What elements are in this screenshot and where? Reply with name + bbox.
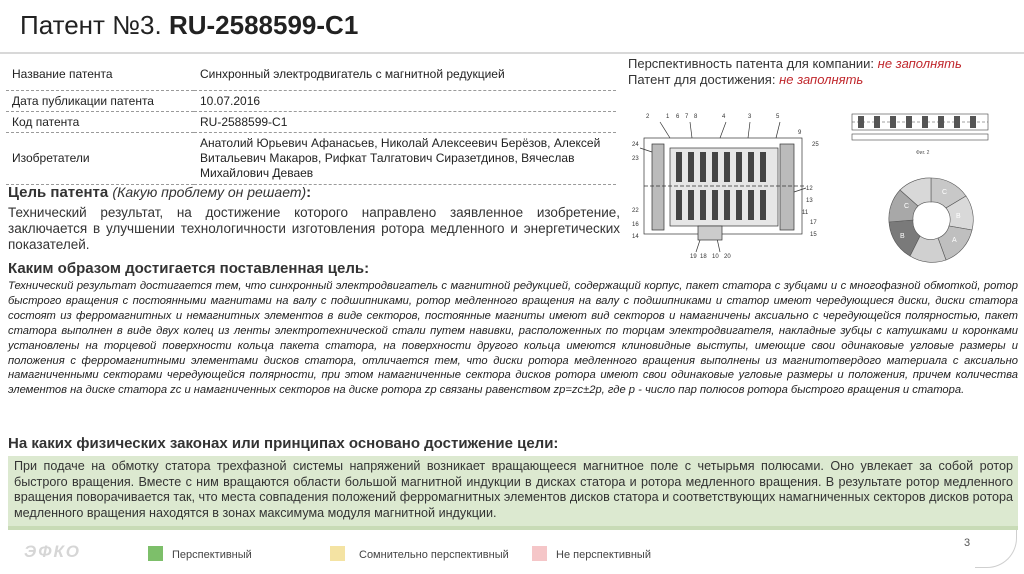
page-corner-decoration: [975, 530, 1017, 568]
drawing-label: 14: [632, 234, 639, 240]
disk-sector-label: A: [952, 237, 957, 244]
table-row: [6, 132, 616, 184]
section-drawing: [846, 108, 996, 168]
drawing-label: 7: [685, 114, 689, 120]
row-value: Синхронный электродвигатель с магнитной редукцией: [194, 58, 616, 90]
drawing-label: 3: [748, 114, 752, 120]
table-row: [6, 58, 616, 90]
patent-number-title: RU-2588599-C1: [168, 10, 359, 40]
perspective-field: [628, 56, 996, 71]
sectored-disk-drawing: [876, 174, 986, 266]
drawing-label: 13: [806, 198, 813, 204]
page-number: 3: [964, 537, 971, 549]
row-label: Название патента: [6, 58, 194, 90]
table-row: [6, 90, 616, 111]
goal-heading: [8, 184, 311, 201]
goal-text: Технический результат, на достижение которого направлено заявленное изобретение, заключается в улучшении технологичности изготовления ротора медленного и энергетических показателей.: [8, 205, 620, 252]
assessment-panel: [628, 56, 996, 88]
row-value: RU-2588599-C1: [194, 111, 616, 132]
achievement-field: [628, 72, 996, 88]
disk-sector-label: B: [956, 213, 961, 220]
disk-sector-label: C: [904, 203, 910, 210]
method-heading: Каким образом достигается поставленная цель:: [8, 260, 370, 277]
title-divider: [0, 52, 1024, 54]
physics-text: При подаче на обмотку статора трехфазной системы напряжений возникает вращающееся магнитное поле с четырьмя полюсами. Оно увлекает за собой ротор быстрого вращения. Вместе с ним вращаются области большой магнитной индукции в дисках статора и ротора медленного вращения. В результате ротор медленного вращения поворачивается так, что места совпадения положений ферромагнитных элементов дисков статора и соответствующих намагниченных секторов дисков ротора медленного вращения находятся в зонах максимума модуля магнитной индукции.: [14, 459, 1013, 520]
drawing-label: 2: [646, 114, 650, 120]
drawing-label: 18: [700, 254, 707, 260]
disk-sector-label: B: [900, 233, 905, 240]
drawing-label: 24: [632, 142, 639, 148]
legend-swatch-doubtful: [330, 546, 345, 561]
company-logo: ЭФКО: [24, 542, 81, 561]
drawing-label: 15: [810, 232, 817, 238]
legend-swatch-not-perspective: [532, 546, 547, 561]
goal-heading-colon: :: [306, 184, 312, 201]
legend-label-perspective: Перспективный: [172, 549, 252, 561]
drawing-label: 9: [798, 130, 802, 136]
drawing-label: 1: [666, 114, 670, 120]
goal-heading-text: Цель патента: [8, 184, 109, 201]
row-label: Дата публикации патента: [6, 90, 194, 111]
achievement-label: Патент для достижения:: [628, 72, 776, 87]
perspective-value: не заполнять: [877, 56, 962, 71]
perspective-label: Перспективность патента для компании:: [628, 56, 875, 71]
achievement-value: не заполнять: [779, 72, 864, 87]
drawing-label: 25: [812, 142, 819, 148]
figure-caption: Фиг. 2: [916, 150, 930, 156]
physics-text-box: [8, 456, 1018, 526]
motor-cross-section-drawing: [630, 108, 836, 268]
row-value: Анатолий Юрьевич Афанасьев, Николай Алексеевич Берёзов, Алексей Витальевич Макаров, Рифкат Талгатович Сиразетдинов, Вячеслав Михайлович Деваев: [194, 132, 616, 184]
legend-swatch-perspective: [148, 546, 163, 561]
legend-label-not-perspective: Не перспективный: [556, 549, 651, 561]
drawing-label: 10: [712, 254, 719, 260]
disk-sector-label: C: [942, 189, 948, 196]
drawing-label: 17: [810, 220, 817, 226]
table-row: [6, 111, 616, 132]
page-title: [20, 10, 1004, 41]
row-label: Изобретатели: [6, 132, 194, 184]
drawing-label: 12: [806, 186, 813, 192]
title-prefix: Патент №3.: [20, 10, 162, 40]
goal-heading-paren: (Какую проблему он решает): [112, 184, 307, 200]
row-value: 10.07.2016: [194, 90, 616, 111]
drawing-label: 19: [690, 254, 697, 260]
drawing-label: 6: [676, 114, 680, 120]
drawing-label: 4: [722, 114, 726, 120]
drawing-label: 5: [776, 114, 780, 120]
legend-label-doubtful: Сомнительно перспективный: [359, 549, 509, 561]
physics-heading: На каких физических законах или принципах основано достижение цели:: [8, 435, 559, 452]
drawing-label: 20: [724, 254, 731, 260]
title-bar: [20, 10, 1004, 52]
method-text: Технический результат достигается тем, что синхронный электродвигатель с магнитной редукцией, содержащий корпус, пакет статора с зубцами и с многофазной обмоткой, ротор быстрого вращения с постоянными магнитами на валу с подшипниками, ротор медленного вращения на валу с подшипниками и статор имеют чередующиеся диски, диски статора состоят из ферромагнитных и немагнитных элементов в виде секторов, постоянные магниты имеют вид секторов и намагничены аксиально с чередующейся полярностью, пакет статора выполнен в виде двух колец из ленты электротехнической стали путем навивки, расположенных по торцам электродвигателя, накладные зубцы с катушками и коронками установлены на торцевой поверхности кольца пакета статора, на поверхности другого кольца имеются клиновидные выступы, имеющие свои одинаковые угловые размеры и положения с ферромагнитными элементами дисков статора, отличается тем, что диски ротора медленного вращения выполнены из магнитотвердого материала с аксиально намагниченными секторами чередующейся полярности, при этом намагниченные сектора дисков ротора имеют свои одинаковые угловые размеры и положения, причем количества элементов на диске статора zс и намагниченных секторов на диске ротора zр связаны равенством zр=zс±2p, где р - число пар полюсов ротора быстрого вращения и статора.: [8, 280, 1018, 397]
drawing-label: 23: [632, 156, 639, 162]
drawing-label: 16: [632, 222, 639, 228]
drawing-label: 8: [694, 114, 698, 120]
footer-divider: [0, 530, 1024, 531]
drawing-label: 11: [802, 210, 809, 216]
row-label: Код патента: [6, 111, 194, 132]
patent-info-table: [6, 58, 616, 185]
drawing-label: 22: [632, 208, 639, 214]
